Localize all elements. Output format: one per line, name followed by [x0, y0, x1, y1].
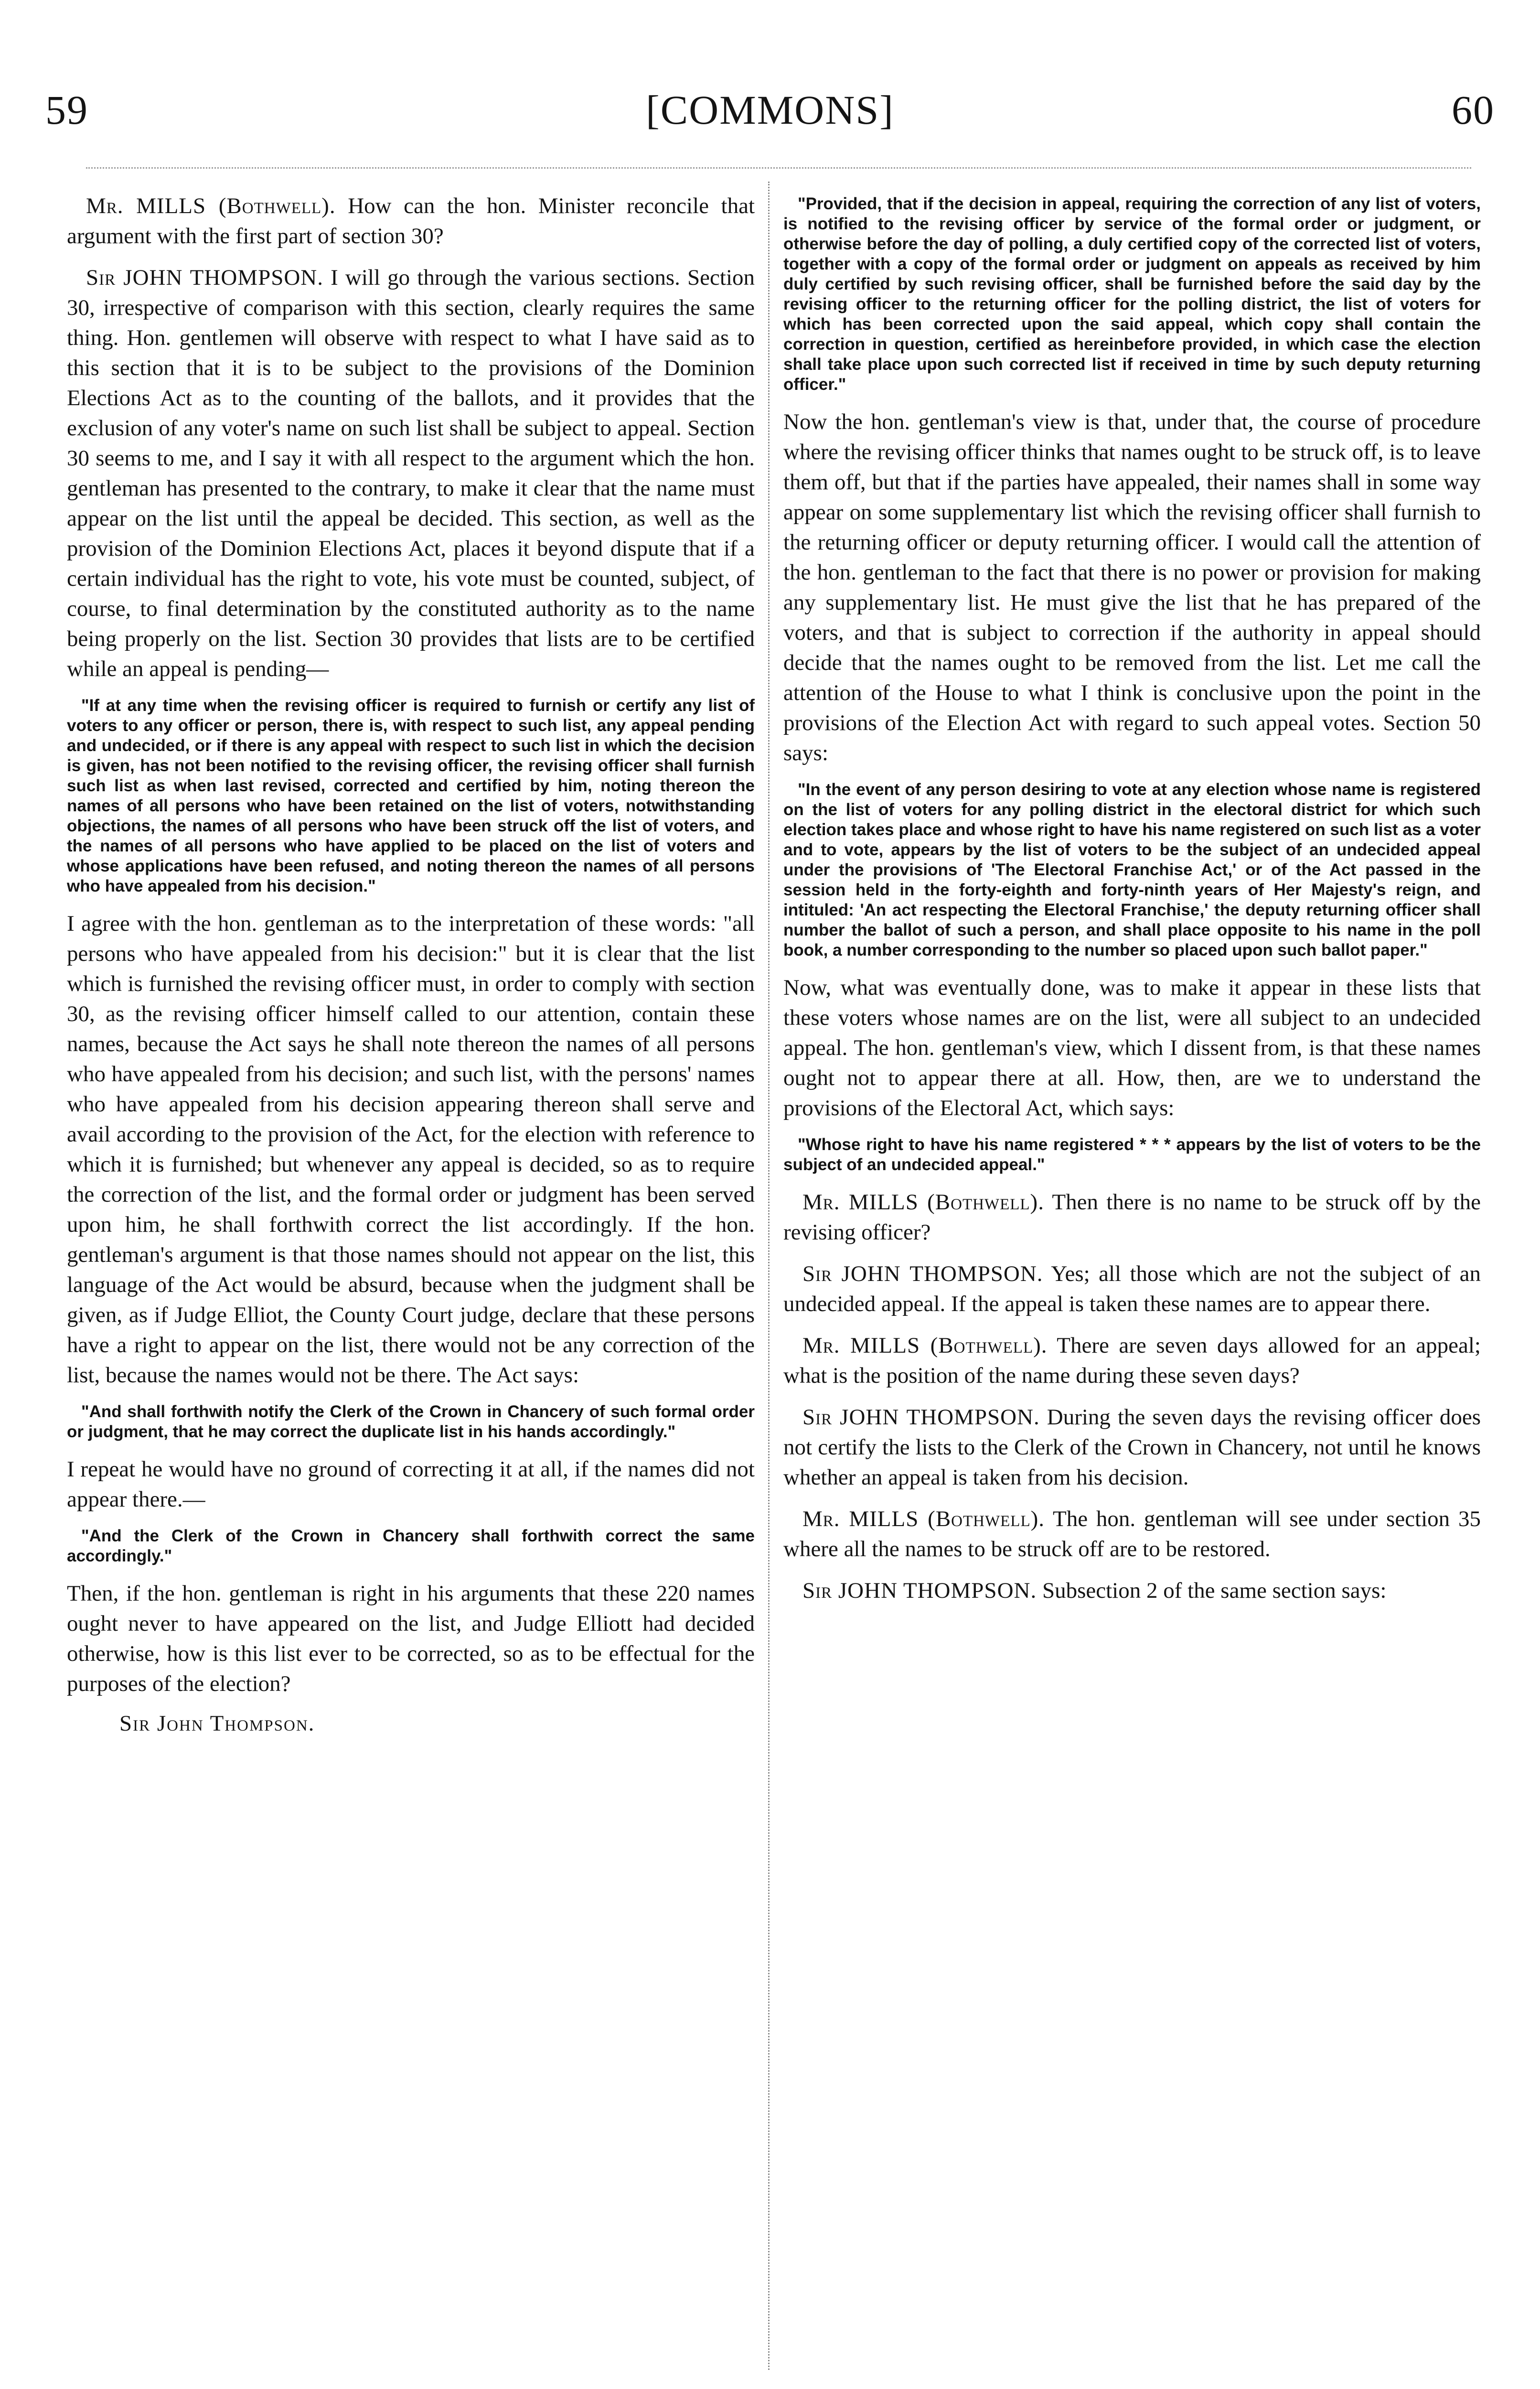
paragraph-text: During the seven days the revising officer does not certify the lists to the Clerk of the Crown in Chancery, not until he knows whether an appeal is taken from his decision. [783, 1405, 1481, 1490]
paragraph-text: Then there is no name to be struck off by the revising officer? [783, 1190, 1481, 1245]
speaker-name: Mr. MILLS (Bothwell). [802, 1333, 1048, 1358]
paragraph-text: The hon. gentleman will see under section 35 where all the names to be struck off are to be restored. [783, 1507, 1481, 1561]
paragraph [67, 263, 755, 684]
quotation: "In the event of any person desiring to vote at any election whose name is registered on the list of voters for any polling district in the electoral district for which such election takes place and whose right to have his name registered on such list as a voter and to vote, appears by the list of voters to be the subject of an undecided appeal under the provisions of 'The Electoral Franchise Act,' or of the Act passed in the session held in the forty-eighth and forty-ninth years of Her Majesty's reign, and intituled: 'An act respecting the Electoral Franchise,' the deputy returning officer shall number the ballot of such a person, and shall place opposite to his name in the poll book, a number corresponding to the number so placed upon such ballot paper." [783, 780, 1481, 959]
paragraph-text: There are seven days allowed for an appeal; what is the position of the name during these seven days? [783, 1333, 1481, 1388]
quotation: "And shall forthwith notify the Clerk of the Crown in Chancery of such formal order or judgment, that he may correct the duplicate list in his hands accordingly." [67, 1402, 755, 1441]
left-column [67, 191, 755, 2370]
paragraph [783, 1504, 1481, 1564]
paragraph: Now, what was eventually done, was to make it appear in these lists that these voters whose names are on the list, were all subject to an undecided appeal. The hon. gentleman's view, which I dissent from, is that these names ought not to appear there at all. How, then, are we to understand the provisions of the Electoral Act, which says: [783, 975, 1481, 1120]
speaker-name: Sir JOHN THOMPSON. [86, 265, 323, 290]
paragraph-text: Yes; all those which are not the subject of an undecided appeal. If the appeal is taken these names are to appear there. [783, 1261, 1481, 1316]
speaker-name: Sir JOHN THOMPSON. [802, 1578, 1037, 1603]
paragraph: Now the hon. gentleman's view is that, under that, the course of procedure where the revising officer thinks that names ought to be struck off, is to leave them off, but that if the parties have appealed, their names shall in some way appear on some supplementary list which the revising officer shall furnish to the returning officer or deputy returning officer. I would call the attention of the hon. gentleman to the fact that there is no power or provision for making any supplementary list. He must give the list that he has prepared of the voters, and that is subject to correction if the authority in appeal should decide that the names ought to be removed from the list. Let me call the attention of the House to what I think is conclusive upon the point in the provisions of the Election Act with regard to such appeal votes. Section 50 says: [783, 409, 1481, 765]
speaker-name: Mr. MILLS (Bothwell). [802, 1507, 1045, 1531]
paragraph: I repeat he would have no ground of correcting it at all, if the names did not appear there.— [67, 1457, 755, 1512]
paragraph [783, 1187, 1481, 1248]
page-number-left: 59 [45, 87, 88, 133]
speaker-name: Mr. MILLS (Bothwell). [86, 194, 336, 218]
quotation: "If at any time when the revising officer is required to furnish or certify any list of voters to any officer or person, there is, with respect to such list, any appeal pending and undecided, or if there is any appeal with respect to such list in which the decision is given, has not been notified to the revising officer, the revising officer shall furnish such list as when last revised, corrected and certified by him, noting thereon the names of all persons who have been retained on the list of voters, notwithstanding objections, the names of all persons who have been struck off the list of voters, and the names of all persons who have applied to be placed on the list of voters and whose applications have been refused, and noting thereon the names of all persons who have appealed from his decision." [67, 696, 755, 895]
page-number-right: 60 [1452, 87, 1495, 133]
paragraph-text: Subsection 2 of the same section says: [1042, 1578, 1387, 1603]
paragraph: I agree with the hon. gentleman as to the interpretation of these words: "all persons who have appealed from his decision:" but it is clear that the list which is furnished the revising officer must, in order to comply with section 30, as the revising officer himself called to our attention, contain these names, because the Act says he shall note thereon the names of all persons who have appealed from his decision; and such list, with the persons' names who have appealed from his decision appearing thereon shall serve and avail according to the provision of the Act, for the election with reference to which it is furnished; but whenever any appeal is decided, so as to require the correction of the list, and the formal order or judgment has been served upon him, he shall forthwith correct the list accordingly. If the hon. gentleman's argument is that those names should not appear on the list, this language of the Act would be absurd, because when the judgment shall be given, as if Judge Elliot, the County Court judge, declare that these persons have a right to appear on the list, there would not be any correction of the list, because the names would not be there. The Act says: [67, 911, 755, 1388]
right-column [783, 191, 1481, 2370]
paragraph-text: How can the hon. Minister reconcile that argument with the first part of section 30? [67, 194, 755, 248]
paragraph [783, 1259, 1481, 1319]
quotation: "Provided, that if the decision in appeal, requiring the correction of any list of voters, is notified to the revising officer by service of the formal order or judgment, or otherwise before the day of polling, a duly certified copy of the corrected list of voters, together with a copy of the formal order or judgment on appeals as received by him duly certified by such revising officer, shall be furnished before the said day by the revising officer to the returning officer for the polling district, the list of voters for which has been corrected upon the said appeal, which copy shall contain the correction in question, certified as hereinbefore provided, in which case the election shall take place upon such corrected list if received in time by such deputy returning officer." [783, 194, 1481, 394]
paragraph [783, 1331, 1481, 1391]
quotation: "Whose right to have his name registered * * * appears by the list of voters to be the subject of an undecided appeal." [783, 1135, 1481, 1174]
paragraph: Then, if the hon. gentleman is right in his arguments that these 220 names ought never to have appeared on the list, and Judge Elliott had decided otherwise, how is this list ever to be corrected, so as to be effectual for the purposes of the election? [67, 1581, 755, 1696]
page-title: [COMMONS] [646, 87, 894, 133]
speaker-name: Sir JOHN THOMPSON. [802, 1261, 1043, 1286]
paragraph-text: I will go through the various sections. Section 30, irrespective of comparison with this section, clearly requires the same thing. Hon. gentlemen will observe with respect to what I have said as to this section that it is to be subject to the provisions of the Dominion Elections Act as to the counting of the ballots, and it provides that the exclusion of any voter's name on such list shall be subject to appeal. Section 30 seems to me, and I say it with all respect to the argument which the hon. gentleman has presented to the contrary, to make it clear that the name must appear on the list until the appeal be decided. This section, as well as the provision of the Dominion Elections Act, places it beyond dispute that if a certain individual has the right to vote, his vote must be counted, subject, of course, to final determination by the constituted authority as to the name being properly on the list. Section 30 provides that lists are to be certified while an appeal is pending— [67, 265, 755, 681]
header-rule [86, 167, 1471, 169]
column-divider [768, 182, 770, 2370]
paragraph [783, 1402, 1481, 1493]
speaker-name: Mr. MILLS (Bothwell). [802, 1190, 1044, 1215]
quotation: "And the Clerk of the Crown in Chancery shall forthwith correct the same accordingly." [67, 1527, 755, 1565]
paragraph [67, 191, 755, 251]
speaker-name: Sir JOHN THOMPSON. [802, 1405, 1040, 1430]
paragraph [783, 1576, 1481, 1606]
speaker-continuation: Sir John Thompson. [119, 1711, 315, 1736]
